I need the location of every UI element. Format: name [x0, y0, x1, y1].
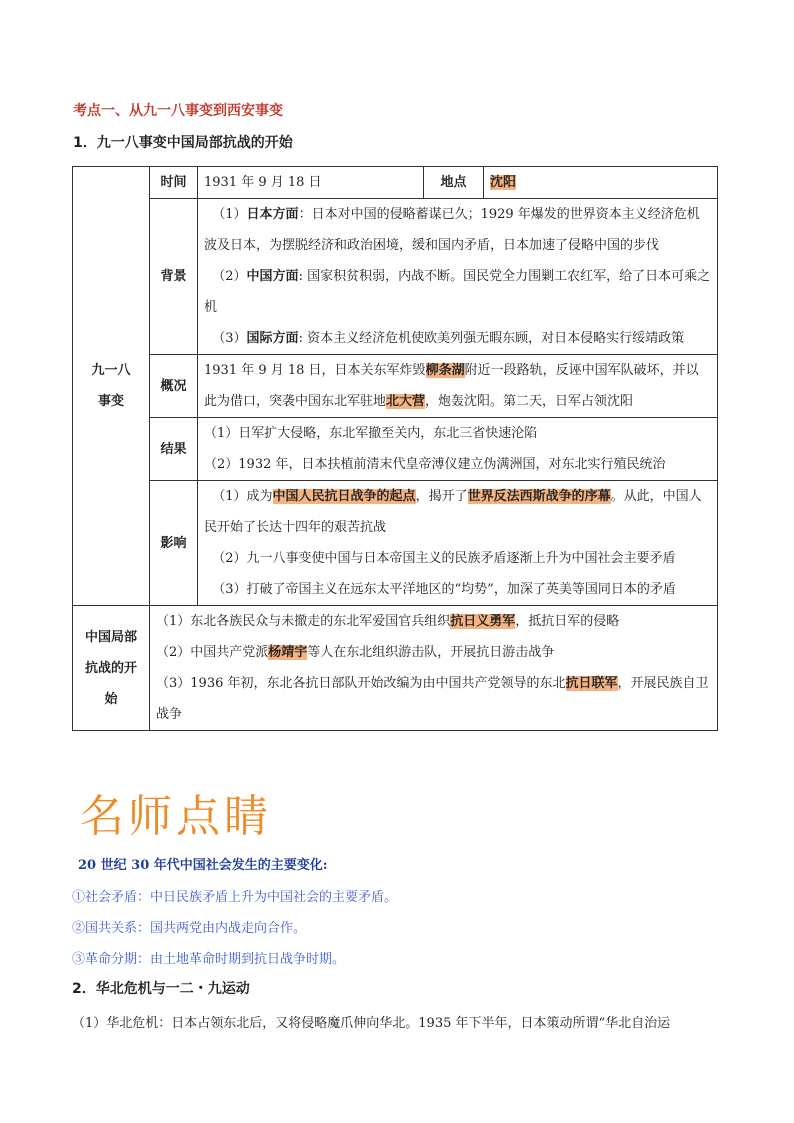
time-label: 时间 — [150, 167, 198, 199]
impact-item-1: （1）成为中国人民抗日战争的起点，揭开了世界反法西斯战争的序幕。从此，中国人民开始了长达十四年的艰苦抗战 — [204, 489, 702, 535]
impact-content — [198, 481, 718, 606]
local-item-1: （1）东北各族民众与未撤走的东北军爱国官兵组织抗日义勇军，抵抗日军的侵略 — [156, 614, 620, 629]
background-label: 背景 — [150, 199, 198, 355]
summary-table — [72, 166, 718, 731]
highlight-prelude: 世界反法西斯战争的序幕 — [467, 489, 611, 504]
background-content — [198, 199, 718, 355]
row-title-918: 九一八事变 — [73, 167, 150, 606]
impact-item-3: （3）打破了帝国主义在远东太平洋地区的“均势”，加深了英美等国同日本的矛盾 — [212, 582, 676, 597]
background-item-1: （1）日本方面：日本对中国的侵略蓄谋已久；1929 年爆发的世界资本主义经济危机波及日本，为摆脱经济和政治困境，缓和国内矛盾，日本加速了侵略中国的步伐 — [204, 207, 700, 253]
result-item-1: （1）日军扩大侵略，东北军撤至关内，东北三省快速沦陷 — [204, 426, 538, 441]
overview-content: 1931 年 9 月 18 日，日本关东军炸毁柳条湖附近一段路轨，反诬中国军队破坏，并以此为借口，突袭中国东北军驻地北大营，炮轰沈阳。第二天，日军占领沈阳 — [198, 355, 718, 418]
section2-heading: 2．华北危机与一二・九运动 — [72, 981, 250, 997]
section2-paragraph: （1）华北危机：日本占领东北后，又将侵略魔爪伸向华北。1935 年下半年，日本策动所谓“华北自治运 — [72, 1016, 671, 1031]
local-item-2: （2）中国共产党派杨靖宇等人在东北组织游击队，开展抗日游击战争 — [156, 645, 555, 660]
background-item-2: （2）中国方面: 国家积贫积弱，内战不断。国民党全力围剿工农红军，给了日本可乘之机 — [204, 269, 711, 315]
place-highlight: 沈阳 — [490, 175, 517, 190]
result-content — [198, 418, 718, 481]
tip-item-3: ③革命分期：由土地革命时期到抗日战争时期。 — [72, 952, 346, 967]
highlight-yangjingyu: 杨靖宇 — [268, 645, 308, 660]
background-item-3: （3）国际方面: 资本主义经济危机使欧美列强无暇东顾，对日本侵略实行绥靖政策 — [212, 331, 685, 346]
highlight-start-point: 中国人民抗日战争的起点 — [272, 489, 416, 504]
result-item-2: （2）1932 年，日本扶植前清末代皇帝溥仪建立伪满洲国，对东北实行殖民统治 — [204, 457, 666, 472]
local-item-3: （3）1936 年初，东北各抗日部队开始改编为由中国共产党领导的东北抗日联军，开展民族自卫战争 — [156, 676, 709, 722]
tip-item-2: ②国共关系：国共两党由内战走向合作。 — [72, 921, 307, 936]
place-value — [484, 167, 718, 199]
place-label: 地点 — [424, 167, 484, 199]
tips-heading: 20 世纪 30 年代中国社会发生的主要变化: — [78, 858, 328, 873]
highlight-united-army: 抗日联军 — [565, 676, 618, 691]
subsection-heading: 1．九一八事变中国局部抗战的开始 — [73, 135, 293, 151]
section-heading: 考点一、从九一八事变到西安事变 — [73, 103, 283, 119]
highlight-liutiaohu: 柳条湖 — [425, 363, 465, 378]
tip-item-1: ①社会矛盾：中日民族矛盾上升为中国社会的主要矛盾。 — [72, 890, 398, 905]
overview-label: 概况 — [150, 355, 198, 418]
impact-item-2: （2）九一八事变使中国与日本帝国主义的民族矛盾逐渐上升为中国社会主要矛盾 — [212, 551, 676, 566]
time-value: 1931 年 9 月 18 日 — [198, 167, 424, 199]
impact-label: 影响 — [150, 481, 198, 606]
highlight-beidaying: 北大营 — [386, 394, 426, 409]
result-label: 结果 — [150, 418, 198, 481]
local-resistance-content — [150, 606, 718, 731]
teacher-tips-title: 名师点睛 — [80, 791, 272, 842]
highlight-volunteers: 抗日义勇军 — [450, 614, 516, 629]
local-resistance-label: 中国局部抗战的开始 — [73, 606, 150, 731]
